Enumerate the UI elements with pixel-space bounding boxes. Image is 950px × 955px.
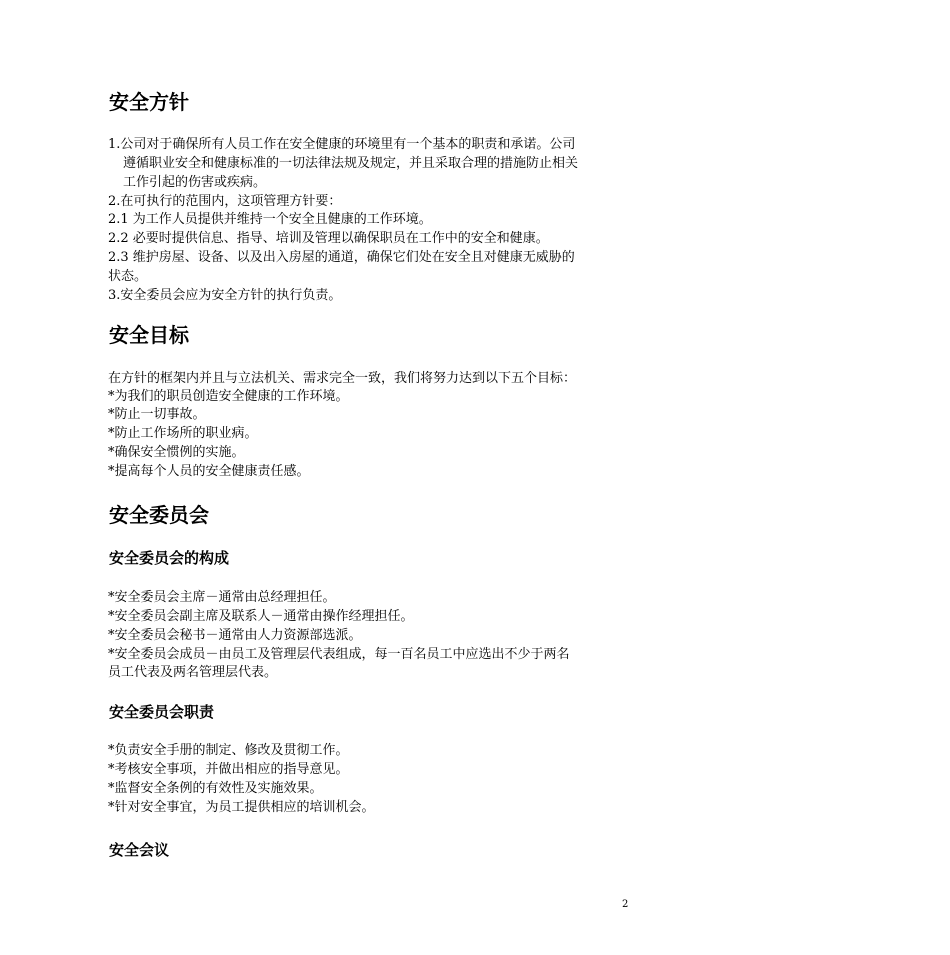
duties-line: *监督安全条例的有效性及实施效果。: [108, 781, 323, 796]
duties-line: *负责安全手册的制定、修改及贯彻工作。: [108, 743, 349, 758]
subheading-safety-meetings: 安全会议: [109, 841, 170, 859]
composition-line: *安全委员会副主席及联系人－通常由操作经理担任。: [108, 609, 414, 624]
subheading-committee-composition: 安全委员会的构成: [109, 549, 230, 567]
policy-line: 3.安全委员会应为安全方针的执行负责。: [108, 288, 342, 303]
duties-line: *考核安全事项，并做出相应的指导意见。: [108, 762, 349, 777]
duties-line: *针对安全事宜，为员工提供相应的培训机会。: [108, 800, 375, 815]
objectives-line: *防止工作场所的职业病。: [108, 426, 258, 441]
composition-line: 员工代表及两名管理层代表。: [108, 665, 278, 680]
objectives-line: *防止一切事故。: [108, 407, 206, 422]
section-heading-safety-objectives: 安全目标: [109, 323, 189, 347]
objectives-line: 在方针的框架内并且与立法机关、需求完全一致，我们将努力达到以下五个目标：: [108, 371, 577, 386]
policy-line: 1.公司对于确保所有人员工作在安全健康的环境里有一个基本的职责和承诺。公司: [108, 137, 576, 152]
section-heading-safety-policy: 安全方针: [109, 90, 189, 114]
policy-line: 遵循职业安全和健康标准的一切法律法规及规定，并且采取合理的措施防止相关: [123, 156, 579, 171]
composition-line: *安全委员会成员－由员工及管理层代表组成，每一百名员工中应选出不少于两名: [108, 647, 570, 662]
policy-line: 2.1 为工作人员提供并维持一个安全且健康的工作环境。: [108, 212, 432, 227]
policy-line: 工作引起的伤害或疾病。: [123, 175, 267, 190]
policy-line: 状态。: [108, 269, 148, 284]
page-number: 2: [622, 899, 629, 910]
objectives-line: *确保安全惯例的实施。: [108, 445, 245, 460]
subheading-committee-duties: 安全委员会职责: [109, 703, 215, 721]
composition-line: *安全委员会主席－通常由总经理担任。: [108, 590, 336, 605]
section-heading-safety-committee: 安全委员会: [109, 503, 209, 527]
objectives-line: *为我们的职员创造安全健康的工作环境。: [108, 389, 349, 404]
policy-line: 2.在可执行的范围内，这项管理方针要：: [108, 194, 342, 209]
policy-line: 2.3 维护房屋、设备、以及出入房屋的通道，确保它们处在安全且对健康无威胁的: [108, 250, 575, 265]
composition-line: *安全委员会秘书－通常由人力资源部选派。: [108, 628, 362, 643]
policy-line: 2.2 必要时提供信息、指导、培训及管理以确保职员在工作中的安全和健康。: [108, 231, 549, 246]
objectives-line: *提高每个人员的安全健康责任感。: [108, 464, 310, 479]
